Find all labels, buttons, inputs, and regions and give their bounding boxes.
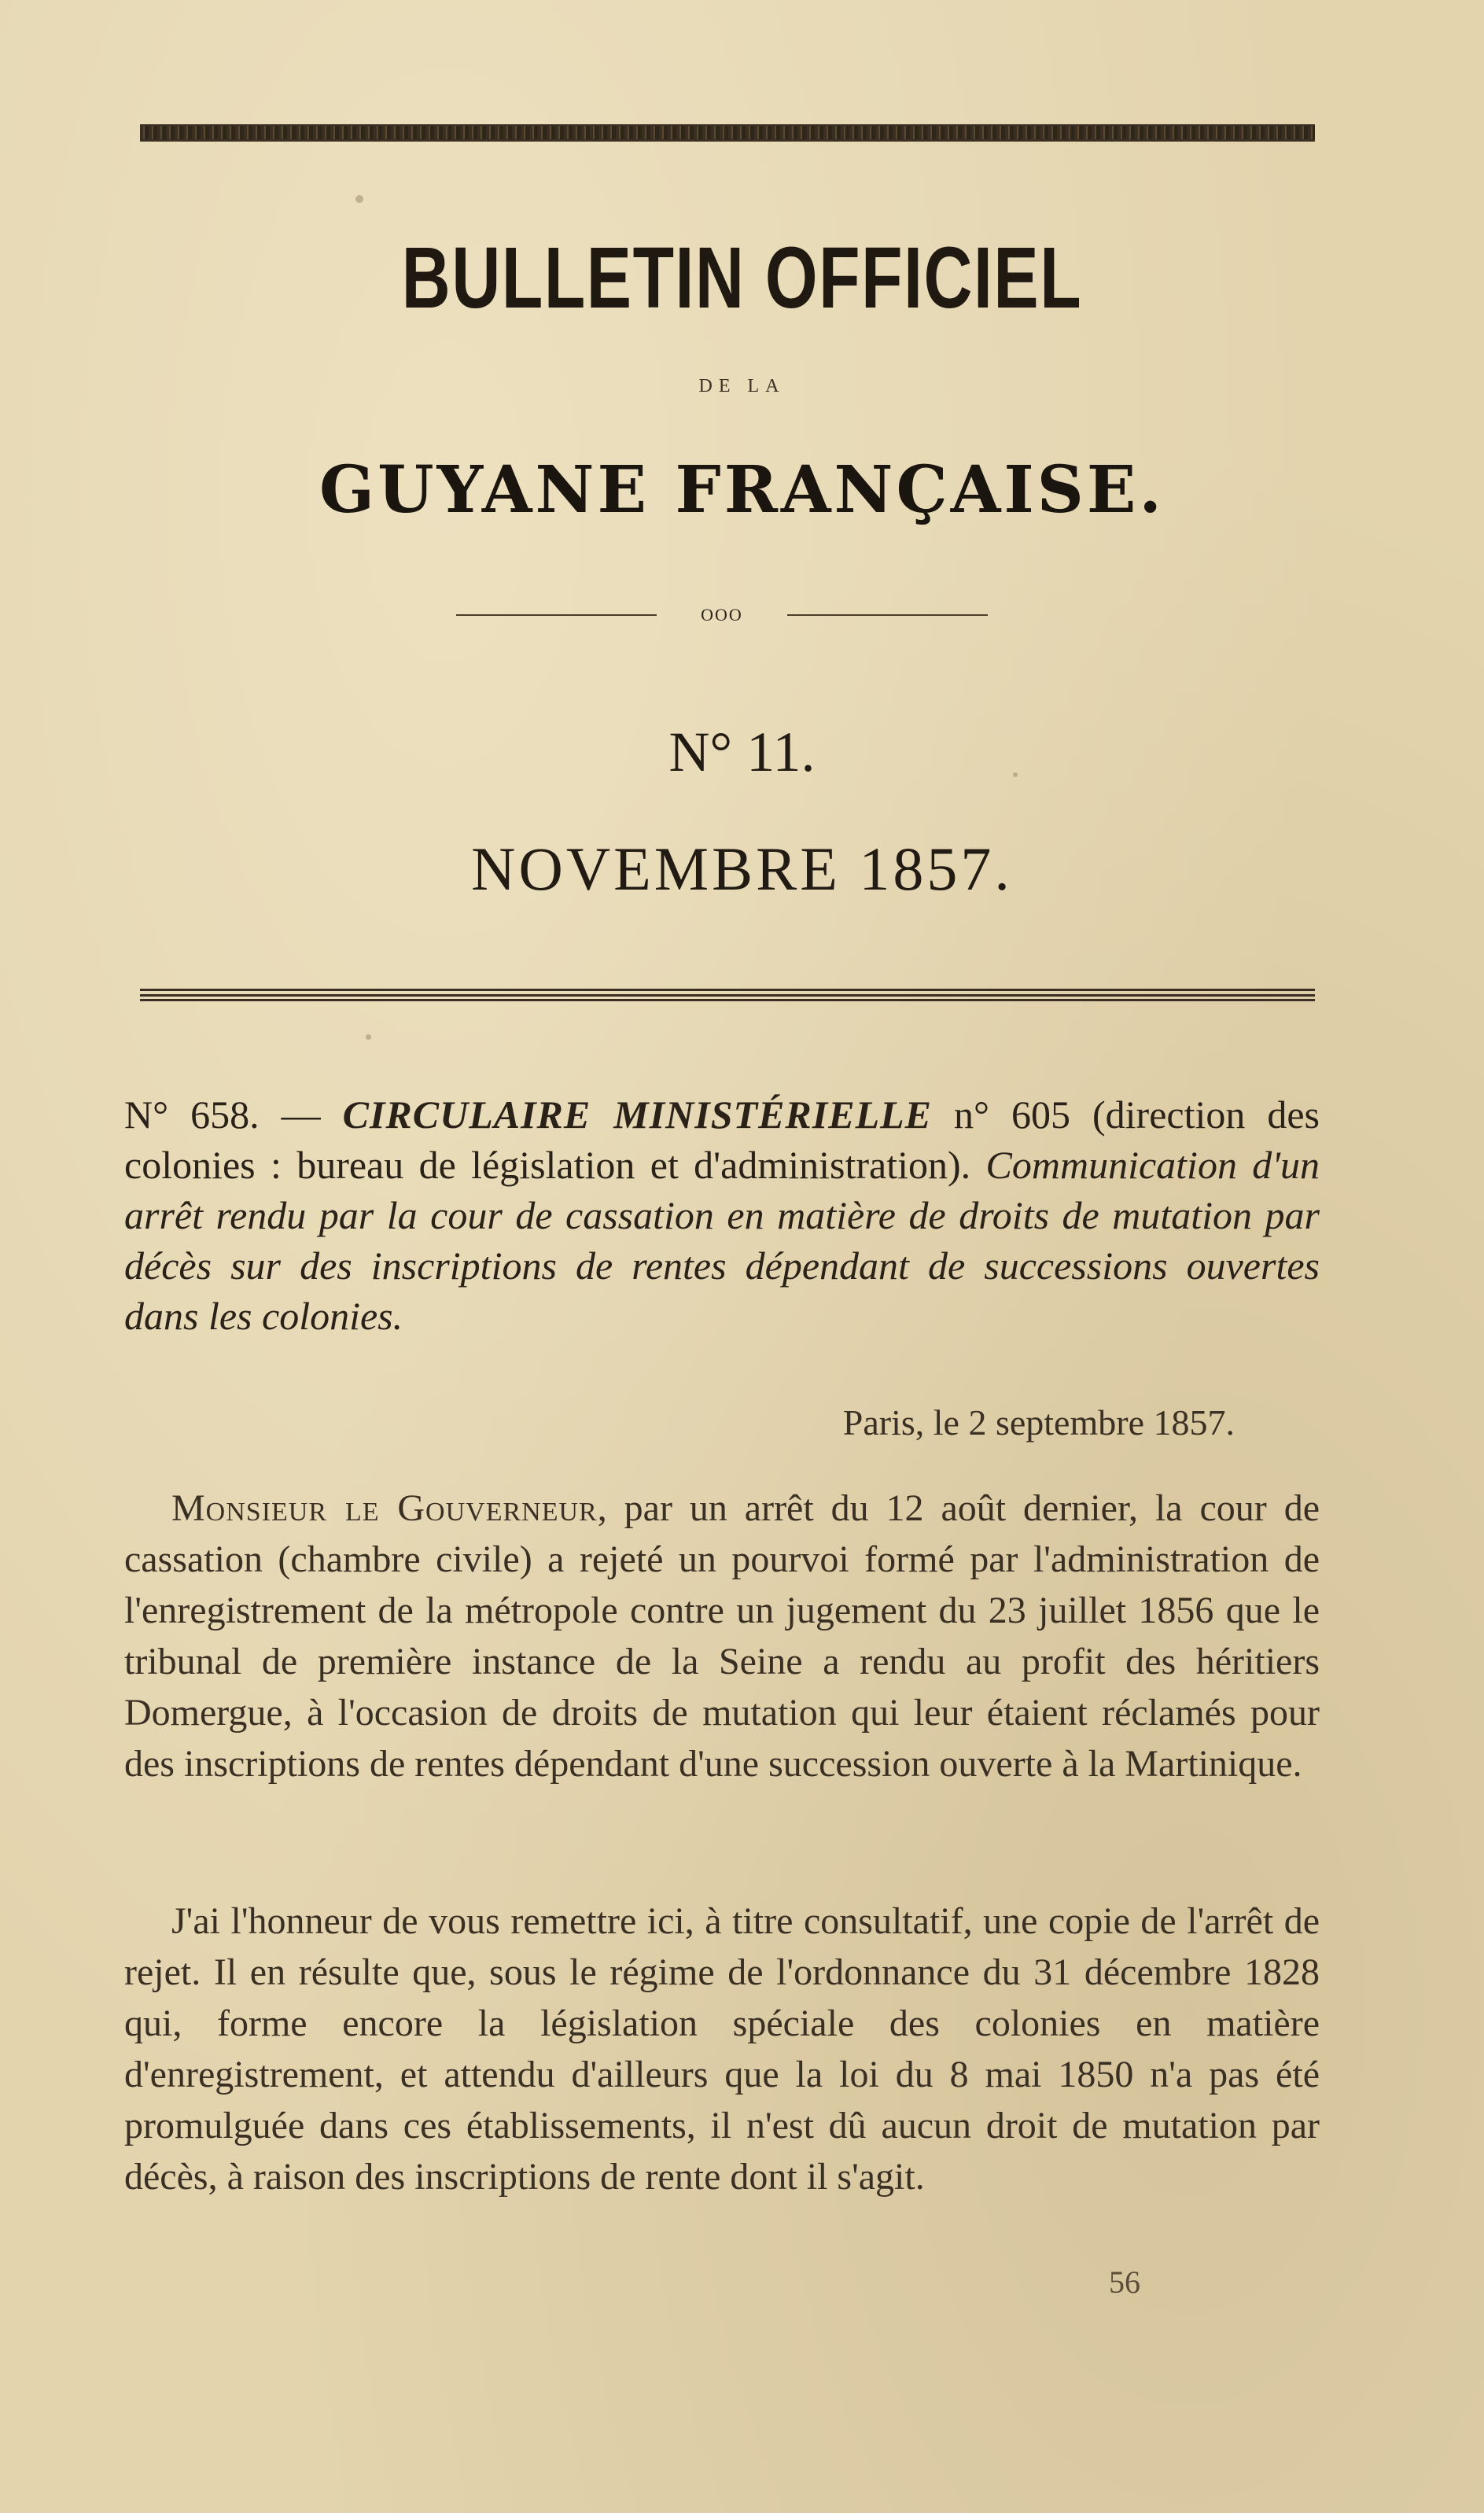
- masthead-subtitle: GUYANE FRANÇAISE.: [319, 452, 1165, 528]
- ornament-line-right: [787, 614, 988, 616]
- ornament-divider: [456, 607, 988, 623]
- signature-mark: 56: [1109, 2264, 1140, 2300]
- paper-speck: [1013, 772, 1018, 777]
- heading-subject: Communication d'un arrêt rendu par la cour de cassation en matière de droits de mutation par décès sur des inscriptions de rentes dépendant de successions ouvertes dans les colonies.: [124, 1143, 1320, 1338]
- ornament-center: OOO: [701, 605, 743, 625]
- issue-date: NOVEMBRE 1857.: [471, 835, 1013, 903]
- masthead-connector: DE LA: [698, 376, 786, 396]
- article-heading: [124, 1089, 1320, 1341]
- paragraph-1-text: , par un arrêt du 12 août dernier, la cour de cassation (chambre civile) a rejeté un pourvoi formé par l'administration de l'enregistrement de la métropole contre un jugement du 23 juillet 1856 que le tribunal de première instance de la Seine a rendu au profit des héritiers Domergue, à l'occasion de droits de mutation qui leur étaient réclamés pour des inscriptions de rentes dépendant d'une succession ouverte à la Martinique.: [124, 1487, 1320, 1785]
- issue-number: N° 11.: [668, 720, 816, 783]
- heading-title: CIRCULAIRE MINISTÉRIELLE: [342, 1093, 933, 1137]
- body-paragraph-1: [124, 1483, 1320, 1789]
- heading-details: n° 605 (direction des colonies : bureau de législation et d'administration).: [124, 1093, 1320, 1187]
- place-and-date: Paris, le 2 septembre 1857.: [842, 1402, 1235, 1443]
- paper-speck: [366, 1034, 371, 1040]
- section-double-rule: [140, 989, 1315, 1001]
- salutation: Monsieur le Gouverneur: [171, 1487, 598, 1529]
- masthead-title: BULLETIN OFFICIEL: [401, 230, 1083, 326]
- heading-number: N° 658. —: [124, 1093, 343, 1137]
- top-decorative-rule: [140, 124, 1315, 142]
- paper-speck: [355, 195, 363, 203]
- body-paragraph-2: J'ai l'honneur de vous remettre ici, à titre consultatif, une copie de l'arrêt de rejet. Il en résulte que, sous le régime de l'ordonnance du 31 décembre 1828 qui, forme encore la législation spéciale des colonies en matière d'enregistrement, et attendu d'ailleurs que la loi du 8 mai 1850 n'a pas été promulguée dans ces établissements, il n'est dû aucun droit de mutation par décès, à raison des inscriptions de rente dont il s'agit.: [124, 1900, 1320, 2198]
- ornament-line-left: [456, 614, 657, 616]
